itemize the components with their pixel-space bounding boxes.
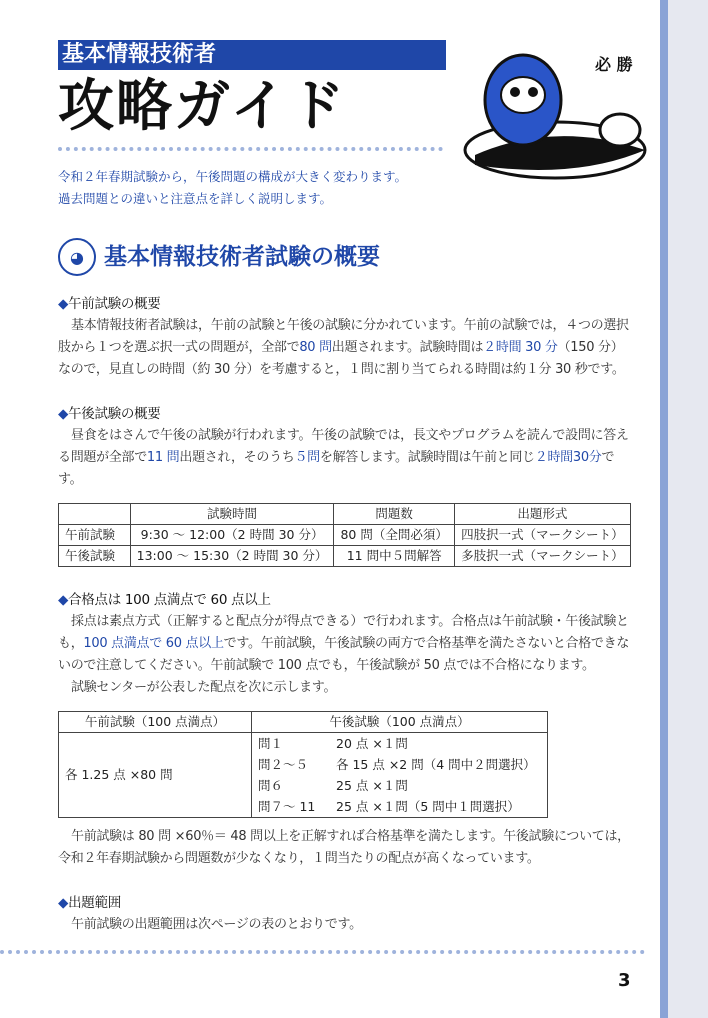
intro-line: 令和２年春期試験から，午後問題の構成が大きく変わります。 <box>58 169 408 184</box>
subheading-text: 出題範囲 <box>68 895 121 911</box>
intro-line: 過去問題との違いと注意点を詳しく説明します。 <box>58 191 333 206</box>
exam-schedule-table <box>58 503 631 567</box>
table-row: 各 1.25 点 ×80 問 問１ 20 点 ×１問 問２～５ 各 15 点 ×2 問（4 問中２問選択） 問６ 25 点 ×１問 問７～ 11 25 点 ×１問（5 問中１問選択） <box>59 733 548 818</box>
subheading: ◆午前試験の概要 <box>58 296 161 312</box>
main-content <box>58 293 636 936</box>
side-margin <box>668 0 708 1018</box>
am-score-cell: 各 1.25 点 ×80 問 <box>59 733 252 818</box>
subheading-text: 午前試験の概要 <box>68 296 161 312</box>
table-header-row: 午前試験（100 点満点） 午後試験（100 点満点） <box>59 712 548 733</box>
divider <box>58 147 443 151</box>
banner-title: 基本情報技術者 <box>58 40 446 70</box>
after-table-text <box>58 826 636 870</box>
subheading: ◆出題範囲 <box>58 895 121 911</box>
intro-text <box>58 166 407 210</box>
subheading: ◆午後試験の概要 <box>58 406 161 422</box>
subheading: ◆合格点は 100 点満点で 60 点以上 <box>58 592 271 608</box>
paragraph: 採点は素点方式（正解すると配点分が得点できる）で行われます。合格点は午前試験・午後試験とも，100 点満点で 60 点以上です。午前試験，午後試験の両方で合格基準を満たさないと合格できないので注意してください。午前試験で 100 点でも，午後試験が 50 点では不合格になります。 <box>58 614 630 673</box>
daruma-mascot-illustration <box>455 40 650 180</box>
section-title: 基本情報技術者試験の概要 <box>104 244 380 270</box>
score-allocation-table <box>58 711 548 818</box>
subheading-text: 合格点は 100 点満点で 60 点以上 <box>68 592 271 608</box>
scope <box>58 892 636 936</box>
mascot-text: 必 勝 <box>595 55 633 74</box>
paragraph: 昼食をはさんで午後の試験が行われます。午後の試験では，長文やプログラムを読んで設問に答える問題が全部で11 問出題され，そのうち５問を解答します。試験時間は午前と同じ２時間30分です。 <box>58 428 629 487</box>
pm-overview <box>58 403 636 491</box>
mascot-section-icon: ◕ <box>58 238 96 276</box>
paragraph: 試験センターが公表した配点を次に示します。 <box>71 680 337 695</box>
subheading-text: 午後試験の概要 <box>68 406 161 422</box>
table-row: 午後試験 13:00 ～ 15:30（2 時間 30 分） 11 問中５問解答 多肢択一式（マークシート） <box>59 546 631 567</box>
paragraph: 午前試験の出題範囲は次ページの表のとおりです。 <box>71 917 362 932</box>
table-row: 午前試験 9:30 ～ 12:00（2 時間 30 分） 80 問（全問必須） 四肢択一式（マークシート） <box>59 525 631 546</box>
am-overview <box>58 293 636 381</box>
footer-divider <box>0 950 645 954</box>
passing-score <box>58 589 636 699</box>
side-strip <box>660 0 668 1018</box>
page-number: 3 <box>618 970 631 991</box>
paragraph: 午前試験は 80 問 ×60％＝ 48 問以上を正解すれば合格基準を満たします。午後試験については，令和２年春期試験から問題数が少なくなり，１問当たりの配点が高くなっています。 <box>58 829 630 866</box>
table-header-row: 試験時間 問題数 出題形式 <box>59 504 631 525</box>
page-title: 攻略ガイド <box>58 74 347 139</box>
paragraph: 基本情報技術者試験は，午前の試験と午後の試験に分かれています。午前の試験では，４つの選択肢から１つを選ぶ択一式の問題が，全部で80 問出題されます。試験時間は２時間 30 分（150 分）なので，見直しの時間（約 30 分）を考慮すると，１問に割り当てられる時間は約１分 30 秒です。 <box>58 318 629 377</box>
